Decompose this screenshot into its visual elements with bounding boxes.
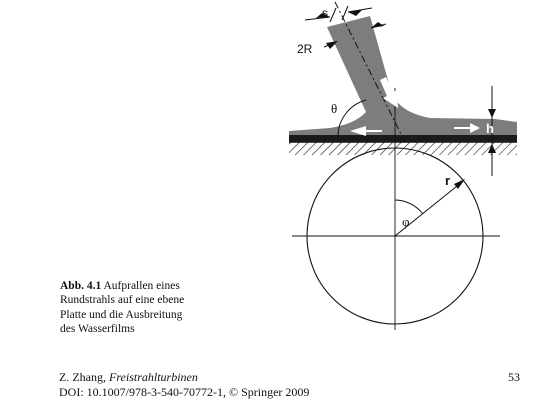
footer-author (59, 370, 198, 385)
s-dimension-line-a (330, 8, 336, 22)
page-number: 53 (508, 370, 520, 384)
caption-line-3: Platte und die Ausbreitung (60, 308, 183, 321)
s-dimension-line-b (342, 6, 348, 20)
r-label: r (445, 173, 451, 188)
author-name: Z. Zhang, (59, 370, 106, 384)
s-label: s (322, 6, 328, 20)
caption-line-4: des Wasserfilms (60, 323, 135, 336)
book-title: Freistrahlturbinen (109, 370, 198, 384)
theta-label: θ (331, 101, 338, 116)
caption-line-2: Rundstrahls auf eine ebene (60, 294, 185, 307)
h-arrow-top (488, 109, 496, 118)
water-jet-and-film (289, 16, 517, 141)
phi-label: φ (402, 214, 410, 229)
2r-label: 2R (297, 42, 313, 56)
phi-arc (395, 200, 423, 214)
h-label: h (486, 121, 494, 136)
footer-doi: DOI: 10.1007/978-3-540-70772-1, © Springer 2009 (59, 385, 310, 399)
caption-label: Abb. 4.1 (60, 280, 102, 292)
caption-line-1 (60, 279, 210, 293)
caption-text-1: Aufprallen eines (103, 280, 180, 292)
figure-caption (60, 279, 210, 337)
